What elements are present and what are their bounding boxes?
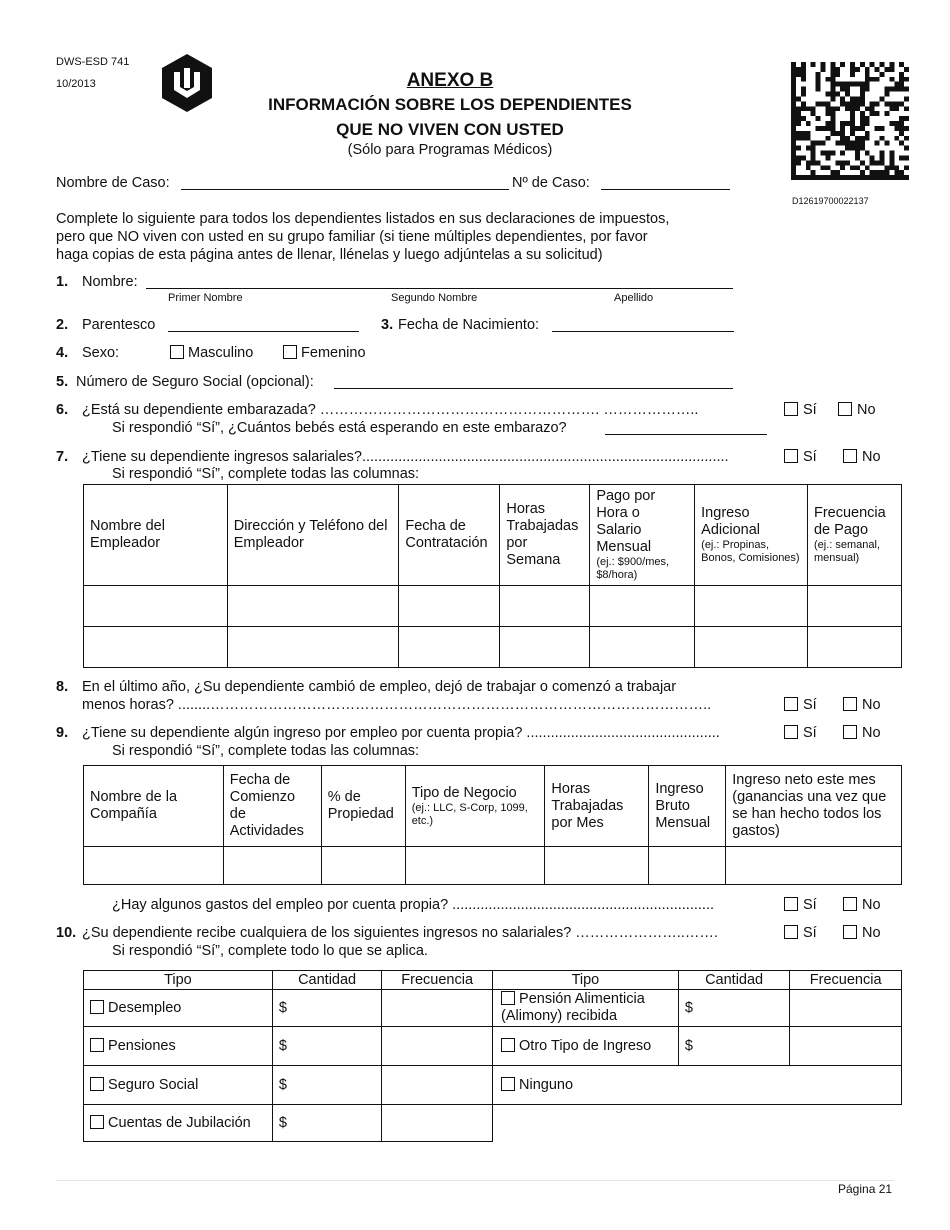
table-row — [84, 1027, 493, 1066]
other-income-option[interactable] — [493, 1027, 679, 1066]
retirement-accounts-option[interactable] — [84, 1105, 273, 1142]
q10-number: 10. — [56, 925, 77, 941]
q4-number: 4. — [56, 345, 69, 361]
yes-label: Sí — [803, 449, 817, 465]
relationship-field[interactable] — [168, 331, 359, 332]
babies-expected-field[interactable] — [605, 434, 767, 435]
table-row — [493, 1066, 902, 1105]
table-row — [84, 1066, 493, 1105]
column-header: Frecuencia — [790, 971, 902, 990]
table-cell[interactable] — [84, 586, 228, 627]
q8-label-line2: menos horas? ........………………………………………………………………………………………….. — [82, 697, 712, 713]
frequency-cell[interactable] — [382, 1066, 493, 1105]
income-type-label: Pensiones — [108, 1038, 176, 1054]
q9-label: ¿Tiene su dependiente algún ingreso por empleo por cuenta propia? ................................................ — [82, 725, 720, 741]
female-option[interactable] — [283, 345, 366, 361]
self-employment-header-cell: Nombre de la Compañía — [84, 766, 224, 847]
q9-sub: Si respondió “Sí”, complete todas las columnas: — [112, 743, 420, 759]
page-title-line2: QUE NO VIVEN CON USTED — [336, 120, 564, 139]
table-cell[interactable] — [807, 627, 901, 668]
table-cell[interactable] — [84, 847, 224, 885]
first-name-caption: Primer Nombre — [168, 292, 243, 304]
yes-label: Sí — [803, 925, 817, 941]
q2-label: Parentesco — [82, 317, 156, 333]
q9-yes[interactable] — [784, 725, 817, 741]
column-header: Frecuencia — [382, 971, 493, 990]
q5-label: Número de Seguro Social (opcional): — [76, 374, 314, 390]
table-cell[interactable] — [223, 847, 321, 885]
amount-cell[interactable] — [272, 1027, 382, 1066]
instructions-line: Complete lo siguiente para todos los dependientes listados en sus declaraciones de impuestos, — [56, 211, 670, 227]
female-checkbox[interactable] — [283, 345, 297, 359]
table-row — [84, 627, 902, 668]
table-cell[interactable] — [500, 586, 590, 627]
table-cell[interactable] — [807, 586, 901, 627]
yes-label: Sí — [803, 725, 817, 741]
footer-divider — [56, 1180, 894, 1181]
expenses-yes-checkbox[interactable] — [784, 897, 798, 911]
alimony-checkbox[interactable] — [501, 991, 515, 1005]
alimony-option[interactable] — [493, 990, 679, 1027]
q8-yes-checkbox[interactable] — [784, 697, 798, 711]
q8-yes[interactable] — [784, 697, 817, 713]
no-label: No — [862, 897, 881, 913]
dollar-sign: $ — [278, 1000, 287, 1016]
table-cell[interactable] — [405, 847, 545, 885]
q8-no[interactable] — [843, 697, 881, 713]
q6-number: 6. — [56, 402, 69, 418]
q10-yes[interactable] — [784, 925, 817, 941]
female-label: Femenino — [301, 345, 366, 361]
dollar-sign: $ — [684, 1038, 693, 1054]
q7-sub: Si respondió “Sí”, complete todas las columnas: — [112, 466, 420, 482]
employment-header-cell: Ingreso Adicional (ej.: Propinas, Bonos, Comisiones) — [695, 485, 808, 586]
q7-yes-checkbox[interactable] — [784, 449, 798, 463]
q3-number: 3. — [381, 317, 394, 333]
amount-cell[interactable] — [272, 990, 382, 1027]
q9-number: 9. — [56, 725, 69, 741]
table-cell[interactable] — [84, 627, 228, 668]
q10-no-checkbox[interactable] — [843, 925, 857, 939]
q9-no[interactable] — [843, 725, 881, 741]
q3-label: Fecha de Nacimiento: — [398, 317, 540, 333]
case-name-field[interactable] — [181, 189, 509, 190]
case-name-label: Nombre de Caso: — [56, 175, 170, 191]
table-cell[interactable] — [399, 627, 500, 668]
table-cell[interactable] — [726, 847, 902, 885]
retirement-accounts-checkbox[interactable] — [90, 1115, 104, 1129]
last-name-caption: Apellido — [614, 292, 654, 304]
page-number: Página 21 — [838, 1182, 893, 1196]
dollar-sign: $ — [278, 1115, 287, 1131]
q8-no-checkbox[interactable] — [843, 697, 857, 711]
column-header: Cantidad — [272, 971, 382, 990]
other-income-checkbox[interactable] — [501, 1038, 515, 1052]
social-security-option[interactable] — [84, 1066, 273, 1105]
employment-header-cell: Nombre del Empleador — [84, 485, 228, 586]
barcode-id: D12619700022137 — [792, 196, 869, 206]
unearned-income-table-right — [492, 970, 902, 1105]
unearned-income-table-left — [83, 970, 493, 1142]
income-type-label: Ninguno — [519, 1077, 574, 1093]
employment-header-cell: Horas Trabajadas por Semana — [500, 485, 590, 586]
q6-no-checkbox[interactable] — [838, 402, 852, 416]
amount-cell[interactable] — [272, 1066, 382, 1105]
q10-yes-checkbox[interactable] — [784, 925, 798, 939]
q7-number: 7. — [56, 449, 69, 465]
no-label: No — [862, 725, 881, 741]
table-row — [493, 990, 902, 1027]
q8-label-line1: En el último año, ¿Su dependiente cambió de empleo, dejó de trabajar o comenzó a trabajar — [82, 679, 677, 695]
self-employment-header-cell: Ingreso neto este mes (ganancias una vez que se han hecho todos los gastos) — [726, 766, 902, 847]
self-employment-header-cell: Tipo de Negocio (ej.: LLC, S-Corp, 1099, etc.) — [405, 766, 545, 847]
frequency-cell[interactable] — [382, 1027, 493, 1066]
income-type-label: Cuentas de Jubilación — [108, 1115, 251, 1131]
q6-no[interactable] — [838, 402, 876, 418]
q4-label: Sexo: — [82, 345, 120, 361]
table-row — [84, 990, 493, 1027]
q7-yes[interactable] — [784, 449, 817, 465]
employment-header-cell: Pago por Hora o Salario Mensual (ej.: $900/mes, $8/hora) — [590, 485, 695, 586]
table-cell[interactable] — [227, 627, 399, 668]
yes-label: Sí — [803, 697, 817, 713]
q6-yes-checkbox[interactable] — [784, 402, 798, 416]
frequency-cell[interactable] — [790, 1027, 902, 1066]
income-type-label: Desempleo — [108, 1000, 182, 1016]
q5-number: 5. — [56, 374, 69, 390]
instructions-line: pero que NO viven con usted en su grupo familiar (si tiene múltiples dependientes, por favor — [56, 229, 648, 245]
birth-date-field[interactable] — [552, 331, 734, 332]
q9-no-checkbox[interactable] — [843, 725, 857, 739]
self-employment-header-cell: % de Propiedad — [321, 766, 405, 847]
self-employment-table — [83, 765, 902, 885]
unearned-header-row — [493, 971, 902, 990]
form-id: DWS-ESD 741 — [56, 56, 130, 68]
yes-label: Sí — [803, 897, 817, 913]
employment-header-cell: Fecha de Contratación — [399, 485, 500, 586]
amount-cell[interactable] — [678, 1027, 790, 1066]
expenses-no[interactable] — [843, 897, 881, 913]
instructions-line: haga copias de esta página antes de llenar, llénelas y luego adjúntelas a su solicitud) — [56, 247, 603, 263]
employment-table — [83, 484, 902, 668]
self-employment-header-cell: Fecha de Comienzo de Actividades — [223, 766, 321, 847]
q7-label: ¿Tiene su dependiente ingresos salariales?........................................................................................... — [82, 449, 729, 465]
q1-label: Nombre: — [82, 274, 138, 290]
table-cell[interactable] — [695, 586, 808, 627]
q2-number: 2. — [56, 317, 69, 333]
income-type-label: Seguro Social — [108, 1077, 199, 1093]
unemployment-checkbox[interactable] — [90, 1000, 104, 1014]
annex-title: ANEXO B — [406, 70, 494, 91]
frequency-cell[interactable] — [382, 1105, 493, 1142]
none-checkbox[interactable] — [501, 1077, 515, 1091]
table-cell[interactable] — [321, 847, 405, 885]
frequency-cell[interactable] — [790, 990, 902, 1027]
self-employment-header-row — [84, 766, 902, 847]
amount-cell[interactable] — [678, 990, 790, 1027]
column-header: Cantidad — [678, 971, 790, 990]
q7-no[interactable] — [843, 449, 881, 465]
dollar-sign: $ — [278, 1077, 287, 1093]
column-header: Tipo — [84, 971, 273, 990]
q10-sub: Si respondió “Sí”, complete todo lo que se aplica. — [112, 943, 428, 959]
q6-sub: Si respondió “Sí”, ¿Cuántos bebés está esperando en este embarazo? — [112, 420, 567, 436]
self-employment-header-cell: Horas Trabajadas por Mes — [545, 766, 649, 847]
male-option[interactable] — [170, 345, 253, 361]
dollar-sign: $ — [278, 1038, 287, 1054]
instructions — [56, 210, 669, 264]
frequency-cell[interactable] — [382, 990, 493, 1027]
table-cell[interactable] — [590, 627, 695, 668]
pensions-option[interactable] — [84, 1027, 273, 1066]
unearned-header-row — [84, 971, 493, 990]
male-label: Masculino — [188, 345, 254, 361]
none-option[interactable] — [493, 1066, 902, 1105]
employment-header-cell: Frecuencia de Pago (ej.: semanal, mensual) — [807, 485, 901, 586]
expenses-question: ¿Hay algunos gastos del empleo por cuenta propia? ................................................................. — [112, 897, 715, 913]
pensions-checkbox[interactable] — [90, 1038, 104, 1052]
yes-label: Sí — [803, 402, 817, 418]
employment-header-row — [84, 485, 902, 586]
dependent-name-field[interactable] — [146, 288, 733, 289]
q8-number: 8. — [56, 679, 69, 695]
q6-yes[interactable] — [784, 402, 817, 418]
no-label: No — [857, 402, 876, 418]
table-row — [84, 1105, 493, 1142]
male-checkbox[interactable] — [170, 345, 184, 359]
page-title-line1: INFORMACIÓN SOBRE LOS DEPENDIENTES — [268, 95, 632, 114]
table-row — [84, 847, 902, 885]
dollar-sign: $ — [684, 1000, 693, 1016]
q1-number: 1. — [56, 274, 69, 290]
table-cell[interactable] — [500, 627, 590, 668]
table-row — [84, 586, 902, 627]
self-employment-header-cell: Ingreso Bruto Mensual — [649, 766, 726, 847]
amount-cell[interactable] — [272, 1105, 382, 1142]
q10-label: ¿Su dependiente recibe cualquiera de los siguientes ingresos no salariales? …………………..……. — [82, 925, 718, 941]
q9-yes-checkbox[interactable] — [784, 725, 798, 739]
column-header: Tipo — [493, 971, 679, 990]
middle-name-caption: Segundo Nombre — [391, 292, 478, 304]
expenses-yes[interactable] — [784, 897, 817, 913]
no-label: No — [862, 449, 881, 465]
ssn-field[interactable] — [334, 388, 733, 389]
social-security-checkbox[interactable] — [90, 1077, 104, 1091]
q7-no-checkbox[interactable] — [843, 449, 857, 463]
unemployment-option[interactable] — [84, 990, 273, 1027]
table-cell[interactable] — [227, 586, 399, 627]
table-cell[interactable] — [545, 847, 649, 885]
income-type-label: Otro Tipo de Ingreso — [519, 1038, 652, 1054]
q6-label: ¿Está su dependiente embarazada? …………………………………………………. ……………….. — [82, 402, 699, 418]
no-label: No — [862, 925, 881, 941]
table-cell[interactable] — [590, 586, 695, 627]
case-number-field[interactable] — [601, 189, 730, 190]
form-date: 10/2013 — [56, 78, 96, 90]
case-number-label: Nº de Caso: — [512, 175, 590, 191]
table-cell[interactable] — [649, 847, 726, 885]
income-type-label: Pensión Alimenticia (Alimony) recibida — [501, 991, 645, 1024]
datamatrix-barcode-icon — [791, 62, 909, 180]
employment-header-cell: Dirección y Teléfono del Empleador — [227, 485, 399, 586]
page-subtitle: (Sólo para Programas Médicos) — [347, 142, 553, 158]
table-cell[interactable] — [695, 627, 808, 668]
table-cell[interactable] — [399, 586, 500, 627]
q10-no[interactable] — [843, 925, 881, 941]
no-label: No — [862, 697, 881, 713]
table-row — [493, 1027, 902, 1066]
expenses-no-checkbox[interactable] — [843, 897, 857, 911]
